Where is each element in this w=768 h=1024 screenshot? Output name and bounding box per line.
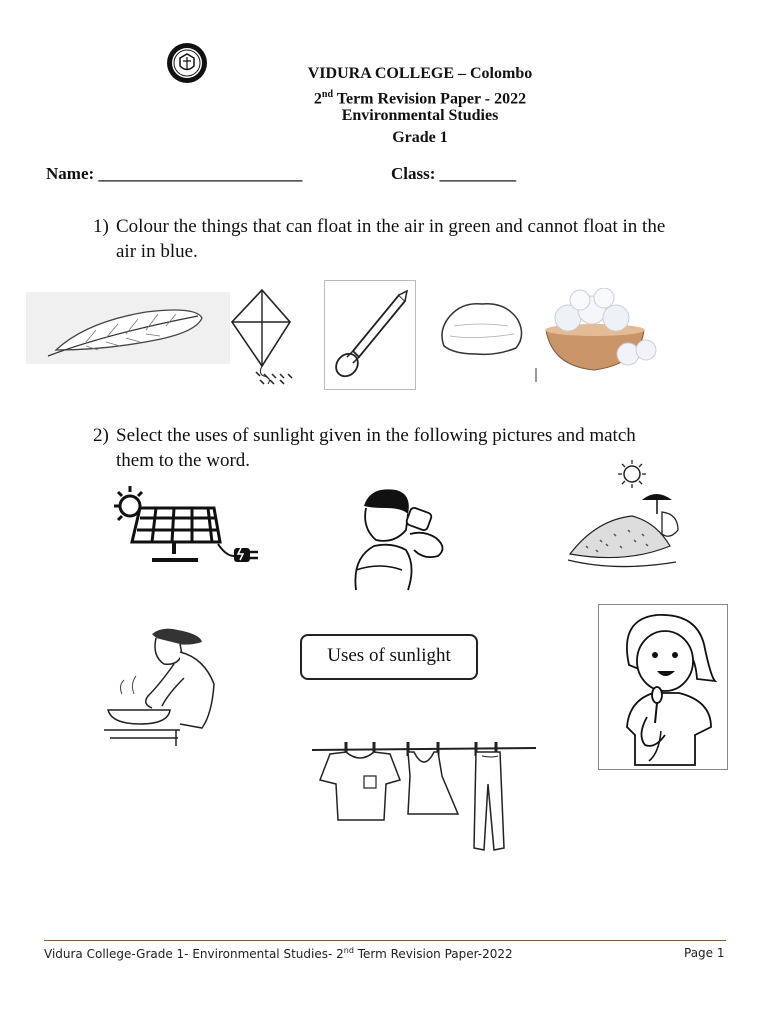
grade-title: Grade 1 (392, 129, 448, 146)
woman-cooking-picture (104, 624, 228, 748)
paper-title: 2nd Term Revision Paper - 2022 (313, 89, 527, 108)
school-name: VIDURA COLLEGE – Colombo (307, 65, 533, 82)
cotton-balls-picture (534, 288, 664, 384)
feather-picture (26, 292, 230, 364)
boy-drinking-picture (350, 484, 460, 594)
nail-picture (324, 280, 416, 390)
question-text-line2: them to the word. (116, 450, 251, 471)
name-field: Name: ________________________ (46, 164, 303, 183)
clothesline-picture (306, 736, 538, 860)
question-number: 2) (93, 425, 109, 446)
question-number: 1) (93, 216, 109, 237)
footer-divider (44, 940, 726, 941)
page-number: Page 1 (684, 946, 725, 960)
bread-picture (436, 296, 526, 366)
subject-title: Environmental Studies (341, 107, 499, 124)
uses-of-sunlight-label: Uses of sunlight (300, 634, 478, 680)
question-text-line2: air in blue. (116, 241, 198, 262)
question-text-line1: Select the uses of sunlight given in the following pictures and match (116, 425, 636, 446)
class-field: Class: _________ (391, 164, 517, 183)
drying-grain-picture (566, 460, 686, 580)
kite-picture (228, 288, 304, 388)
girl-singing-picture (598, 604, 728, 770)
solar-panel-picture (108, 482, 272, 568)
footer-text: Vidura College-Grade 1- Environmental Studies- 2nd Term Revision Paper-2022 (44, 946, 513, 961)
question-1 (93, 214, 733, 266)
question-text-line1: Colour the things that can float in the air in green and cannot float in the (116, 216, 666, 237)
